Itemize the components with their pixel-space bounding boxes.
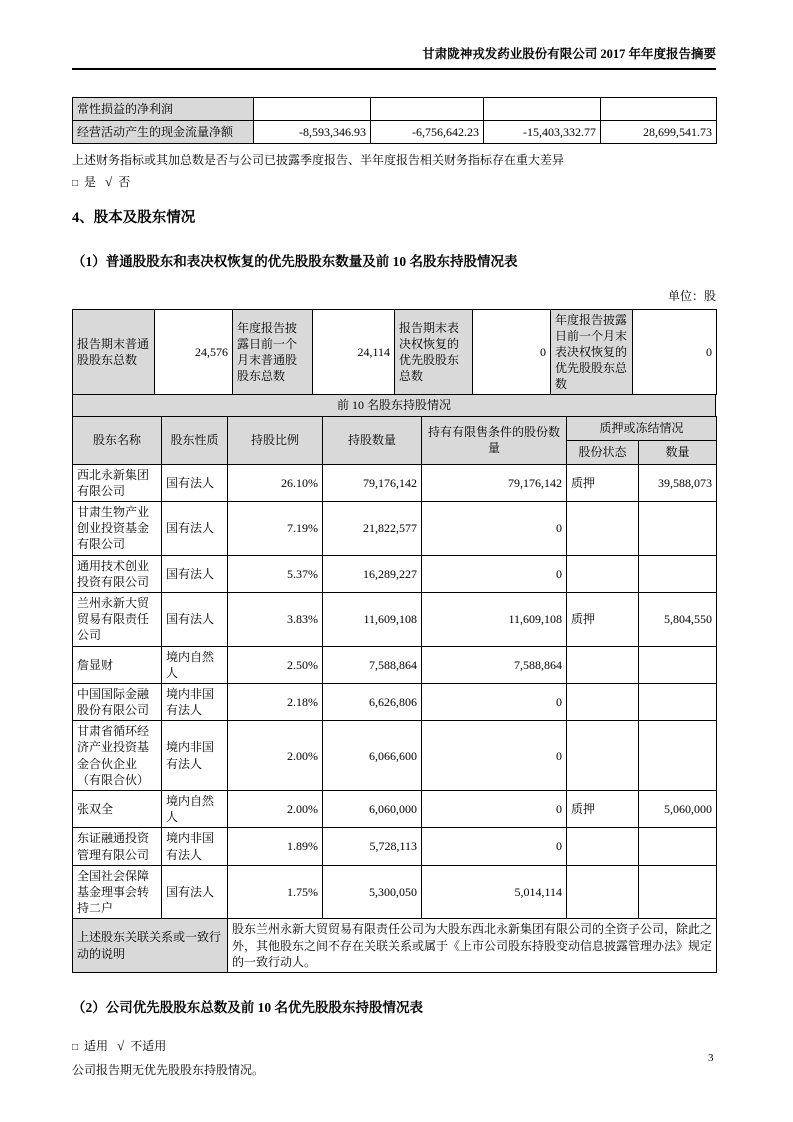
cell-ratio: 1.75% — [228, 865, 323, 919]
col-header-pledge-group: 质押或冻结情况 — [567, 416, 717, 440]
cell-pledge-qty — [639, 865, 717, 919]
diff-answer-line — [72, 172, 716, 192]
cell-pledge-status — [567, 502, 639, 556]
value-cell — [484, 98, 601, 121]
applicable-answer-line — [72, 1036, 716, 1056]
cell-nature: 境内自然人 — [162, 646, 228, 683]
cashflow-table — [72, 97, 717, 144]
checkbox-unchecked-icon: □ — [72, 178, 79, 189]
cell-nature: 国有法人 — [162, 865, 228, 919]
page-number: 3 — [708, 1052, 714, 1064]
cell-pledge-status — [567, 683, 639, 720]
col-header-shares: 持股数量 — [323, 416, 422, 464]
cell-nature: 境内非国有法人 — [162, 721, 228, 791]
checkbox-unchecked-icon: □ — [72, 1041, 79, 1053]
summary-value-cell: 0 — [633, 309, 717, 395]
cell-ratio: 2.18% — [228, 683, 323, 720]
cell-shares: 6,066,600 — [323, 721, 422, 791]
shareholder-row — [73, 502, 717, 556]
cell-pledge-qty: 39,588,073 — [639, 464, 717, 501]
cell-name: 中国国际金融股份有限公司 — [73, 683, 162, 720]
cell-shares: 6,626,806 — [323, 683, 422, 720]
summary-label-cell: 报告期末表决权恢复的优先股股东总数 — [395, 309, 473, 395]
summary-label-cell: 报告期末普通股股东总数 — [73, 309, 155, 395]
shareholder-row — [73, 828, 717, 865]
shareholder-row — [73, 555, 717, 592]
cell-pledge-status — [567, 828, 639, 865]
cell-pledge-qty: 5,060,000 — [639, 791, 717, 828]
table-row — [73, 395, 716, 416]
cell-shares: 7,588,864 — [323, 646, 422, 683]
cell-nature: 国有法人 — [162, 502, 228, 556]
cell-name: 兰州永新大贸贸易有限责任公司 — [73, 592, 162, 646]
shareholder-row — [73, 683, 717, 720]
shareholder-row — [73, 592, 717, 646]
cell-restricted: 0 — [422, 555, 567, 592]
cell-shares: 16,289,227 — [323, 555, 422, 592]
table-row — [73, 309, 717, 395]
top10-banner-cell: 前 10 名股东持股情况 — [73, 395, 716, 416]
checkmark-icon: √ — [117, 1037, 125, 1053]
doc-header-title: 甘肃陇神戎发药业股份有限公司 2017 年年度报告摘要 — [422, 47, 716, 61]
cell-pledge-status — [567, 721, 639, 791]
value-cell: 28,699,541.73 — [601, 121, 717, 144]
cell-pledge-qty — [639, 502, 717, 556]
cell-restricted: 7,588,864 — [422, 646, 567, 683]
cell-shares: 6,060,000 — [323, 791, 422, 828]
top10-banner-table — [72, 394, 716, 416]
relation-text-cell: 股东兰州永新大贸贸易有限责任公司为大股东西北永新集团有限公司的全资子公司，除此之外，其他股东之间不存在关联关系或属于《上市公司股东持股变动信息披露管理办法》规定的一致行动人。 — [228, 919, 717, 973]
cell-pledge-qty — [639, 555, 717, 592]
cell-pledge-status — [567, 555, 639, 592]
no-preferred-note: 公司报告期无优先股股东持股情况。 — [72, 1063, 265, 1078]
cell-shares: 11,609,108 — [323, 592, 422, 646]
col-header-ratio: 持股比例 — [228, 416, 323, 464]
value-cell: -8,593,346.93 — [254, 121, 371, 144]
cell-pledge-status: 质押 — [567, 464, 639, 501]
applicable-label: 适用 — [84, 1038, 109, 1053]
unit-label: 单位：股 — [667, 288, 716, 303]
cell-ratio: 2.00% — [228, 791, 323, 828]
table-row — [73, 121, 717, 144]
col-header-nature: 股东性质 — [162, 416, 228, 464]
cell-ratio: 5.37% — [228, 555, 323, 592]
cell-pledge-status: 质押 — [567, 592, 639, 646]
summary-value-cell: 24,114 — [313, 309, 395, 395]
cell-nature: 国有法人 — [162, 464, 228, 501]
no-label: 否 — [118, 175, 131, 189]
subsection-1-title: （1）普通股股东和表决权恢复的优先股股东数量及前 10 名股东持股情况表 — [72, 253, 518, 269]
shareholder-row — [73, 791, 717, 828]
relation-label-cell: 上述股东关联关系或一致行动的说明 — [73, 919, 228, 973]
cell-shares: 79,176,142 — [323, 464, 422, 501]
cell-pledge-qty — [639, 828, 717, 865]
row-label-cell: 经营活动产生的现金流量净额 — [73, 121, 254, 144]
value-cell: -15,403,332.77 — [484, 121, 601, 144]
cell-nature: 境内自然人 — [162, 791, 228, 828]
cell-restricted: 0 — [422, 721, 567, 791]
cell-pledge-qty — [639, 721, 717, 791]
cell-restricted: 0 — [422, 791, 567, 828]
yes-label: 是 — [84, 175, 97, 189]
cell-name: 西北永新集团有限公司 — [73, 464, 162, 501]
cell-restricted: 0 — [422, 828, 567, 865]
checkmark-icon: √ — [105, 174, 113, 189]
cell-pledge-status: 质押 — [567, 791, 639, 828]
cell-ratio: 3.83% — [228, 592, 323, 646]
shareholder-row — [73, 646, 717, 683]
cell-pledge-status — [567, 646, 639, 683]
col-header-restricted: 持有有限售条件的股份数量 — [422, 416, 567, 464]
cell-pledge-qty — [639, 683, 717, 720]
cell-name: 东证融通投资管理有限公司 — [73, 828, 162, 865]
cell-pledge-qty — [639, 646, 717, 683]
cell-name: 全国社会保障基金理事会转持二户 — [73, 865, 162, 919]
shareholder-row — [73, 865, 717, 919]
section-4-title: 4、股本及股东情况 — [72, 209, 196, 226]
doc-header — [72, 46, 716, 62]
summary-value-cell: 24,576 — [155, 309, 233, 395]
cell-name: 通用技术创业投资有限公司 — [73, 555, 162, 592]
value-cell — [254, 98, 371, 121]
cell-restricted: 79,176,142 — [422, 464, 567, 501]
table-header-row — [73, 416, 717, 440]
col-header-name: 股东名称 — [73, 416, 162, 464]
cell-restricted: 5,014,114 — [422, 865, 567, 919]
cell-shares: 5,728,113 — [323, 828, 422, 865]
cell-name: 詹显财 — [73, 646, 162, 683]
cell-nature: 国有法人 — [162, 592, 228, 646]
cell-shares: 21,822,577 — [323, 502, 422, 556]
page-content — [72, 0, 716, 1079]
shareholder-summary-table — [72, 309, 717, 396]
summary-label-cell: 年度报告披露日前一个月末普通股股东总数 — [233, 309, 313, 395]
cell-restricted: 0 — [422, 683, 567, 720]
cell-ratio: 7.19% — [228, 502, 323, 556]
cell-ratio: 26.10% — [228, 464, 323, 501]
cell-name: 甘肃生物产业创业投资基金有限公司 — [73, 502, 162, 556]
value-cell — [371, 98, 484, 121]
summary-value-cell: 0 — [473, 309, 551, 395]
cell-restricted: 11,609,108 — [422, 592, 567, 646]
cell-pledge-qty: 5,804,550 — [639, 592, 717, 646]
cell-ratio: 2.50% — [228, 646, 323, 683]
row-label-cell: 常性损益的净利润 — [73, 98, 254, 121]
col-header-pledge-qty: 数量 — [639, 440, 717, 464]
summary-label-cell: 年度报告披露日前一个月末表决权恢复的优先股股东总数 — [551, 309, 633, 395]
top10-shareholders-table — [72, 416, 717, 973]
diff-question-text: 上述财务指标或其加总数是否与公司已披露季度报告、半年度报告相关财务指标存在重大差异 — [72, 153, 565, 167]
value-cell: -6,756,642.23 — [371, 121, 484, 144]
cell-nature: 境内非国有法人 — [162, 683, 228, 720]
subsection-2-title: （2）公司优先股股东总数及前 10 名优先股股东持股情况表 — [72, 999, 423, 1015]
cell-name: 甘肃省循环经济产业投资基金合伙企业（有限合伙） — [73, 721, 162, 791]
shareholder-row — [73, 464, 717, 501]
cell-shares: 5,300,050 — [323, 865, 422, 919]
cell-nature: 境内非国有法人 — [162, 828, 228, 865]
cell-nature: 国有法人 — [162, 555, 228, 592]
table-row — [73, 98, 717, 121]
value-cell — [601, 98, 717, 121]
cell-name: 张双全 — [73, 791, 162, 828]
shareholder-row — [73, 721, 717, 791]
relation-row — [73, 919, 717, 973]
col-header-pledge-status: 股份状态 — [567, 440, 639, 464]
cell-restricted: 0 — [422, 502, 567, 556]
cell-ratio: 1.89% — [228, 828, 323, 865]
cell-pledge-status — [567, 865, 639, 919]
not-applicable-label: 不适用 — [130, 1038, 167, 1053]
header-rule — [72, 68, 716, 70]
cell-ratio: 2.00% — [228, 721, 323, 791]
